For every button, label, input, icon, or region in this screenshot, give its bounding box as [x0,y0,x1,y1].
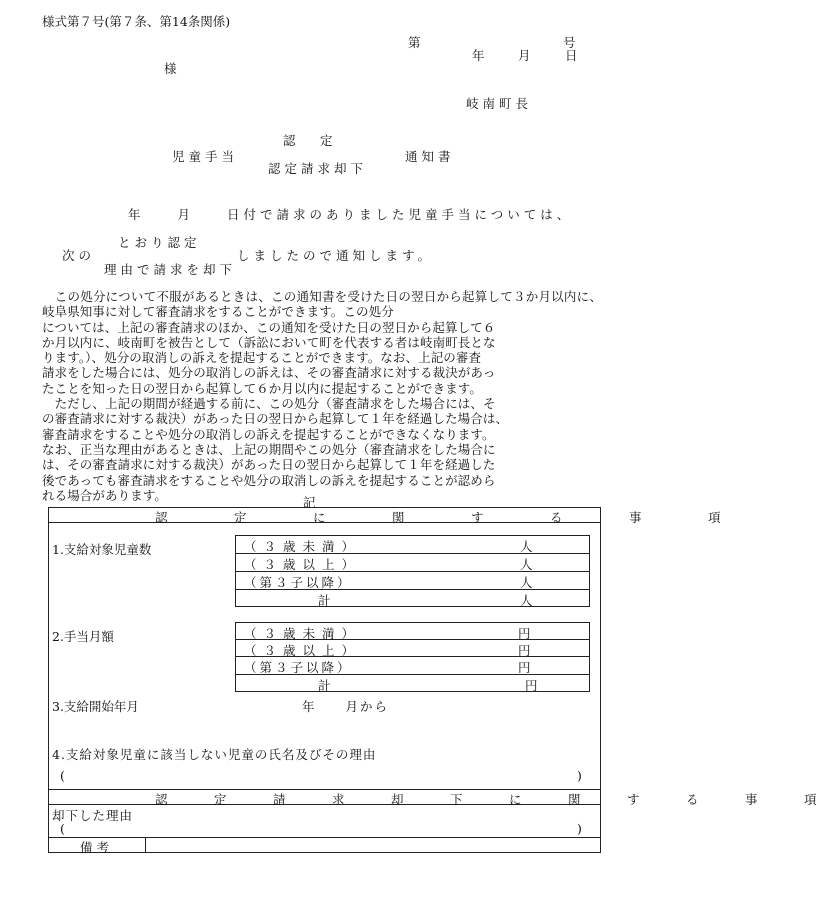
intro-suffix: しましたので通知します。 [237,248,435,263]
date-day: 日 [565,48,578,63]
date-month: 月 [518,48,531,63]
divider [48,837,601,838]
amount-row-label: （３歳以上） [244,643,362,658]
paren-close: ) [577,768,582,783]
amount-row-unit: 円 [518,643,531,658]
addressee-suffix: 様 [164,61,177,76]
start-month-value: 年 月から [302,699,390,714]
issuer: 岐南町長 [466,96,533,111]
item2-label: 2.手当月額 [52,629,114,644]
body-line: 後であっても審査請求をすることや処分の取消しの訴えを提起することが認めら [42,472,496,488]
count-row-unit: 人 [520,575,533,590]
body-line: は、その審査請求に対する裁決）があった日の翌日から起算して１年を経過した [42,457,496,473]
count-total-label: 計 [318,593,331,608]
intro-reject: 理由で請求を却下 [104,262,237,277]
amount-row-unit: 円 [518,626,531,641]
item1-label: 1.支給対象児童数 [52,542,152,557]
body-line: ります。）、処分の取消しの訴えを提起することができます。なお、上記の審査 [42,350,482,366]
amount-row-label: （３歳未満） [244,626,362,641]
body-line: たことを知った日の翌日から起算して６か月以内に提起することができます。 [42,380,483,396]
body-line: れる場合があります。 [42,487,168,503]
title-kyakka: 認定請求却下 [268,161,368,176]
count-row-label: （３歳未満） [244,539,362,554]
body-line: 請求をした場合には、処分の取消しの訴えは、その審査請求に対する裁決があっ [42,365,496,381]
amount-row-unit: 円 [525,678,538,693]
divider [145,837,146,853]
title-jido-teate: 児童手当 [172,149,239,164]
intro-line1: 年 月 日付で請求のありました児童手当については、 [128,207,574,222]
paren-open: ( [60,768,65,783]
notice-body [42,289,602,503]
count-row-unit: 人 [520,593,533,608]
body-line: ただし、上記の期間が経過する前に、この処分（審査請求をした場合には、そ [42,396,496,412]
title-tsuchisho: 通知書 [405,149,455,164]
ki-label: 記 [303,495,316,510]
amount-row-unit: 円 [518,660,531,675]
count-row-label: （第３子以降） [244,575,353,590]
reject-reason-label: 却下した理由 [52,808,134,823]
date-year: 年 [472,48,485,63]
body-line: か月以内に、岐南町を被告として（訴訟において町を代表する者は岐南町長とな [42,334,496,350]
body-line: については、上記の審査請求のほか、この通知を受けた日の翌日から起算して６ [42,319,496,335]
item3-label: 3.支給開始年月 [52,699,139,714]
intro-approve: とおり認定 [118,235,201,250]
section2-header: 認 定 請 求 却 下 に 関 す る 事 項 [155,792,834,807]
amount-total-label: 計 [318,678,331,693]
body-line: この処分について不服があるときは、この通知書を受けた日の翌日から起算して３か月以内に、岐阜県知事に対して審査請求をすることができます。この処分 [42,289,602,320]
body-line: の審査請求に対する裁決）があった日の翌日から起算して１年を経過した場合は、 [42,411,509,427]
section1-header: 認 定 に 関 す る 事 項 [155,510,748,525]
count-row-label: （３歳以上） [244,557,362,572]
number-dai: 第 [408,35,421,50]
form-label: 様式第７号(第７条、第14条関係) [42,14,231,29]
paren-open: ( [60,821,65,836]
intro-prefix: 次の [62,248,96,263]
number-go: 号 [563,35,576,50]
count-row-unit: 人 [520,539,533,554]
paren-close: ) [577,821,582,836]
remarks-label: 備考 [80,840,114,855]
amount-row-label: （第３子以降） [244,660,353,675]
body-line: 審査請求をすることや処分の取消しの訴えを提起することができなくなります。 [42,426,495,442]
body-line: なお、正当な理由があるときは、上記の期間やこの処分（審査請求をした場合に [42,441,496,457]
item4-label: 4.支給対象児童に該当しない児童の氏名及びその理由 [52,747,377,762]
count-row-unit: 人 [520,557,533,572]
title-nintei: 認 定 [283,133,339,148]
